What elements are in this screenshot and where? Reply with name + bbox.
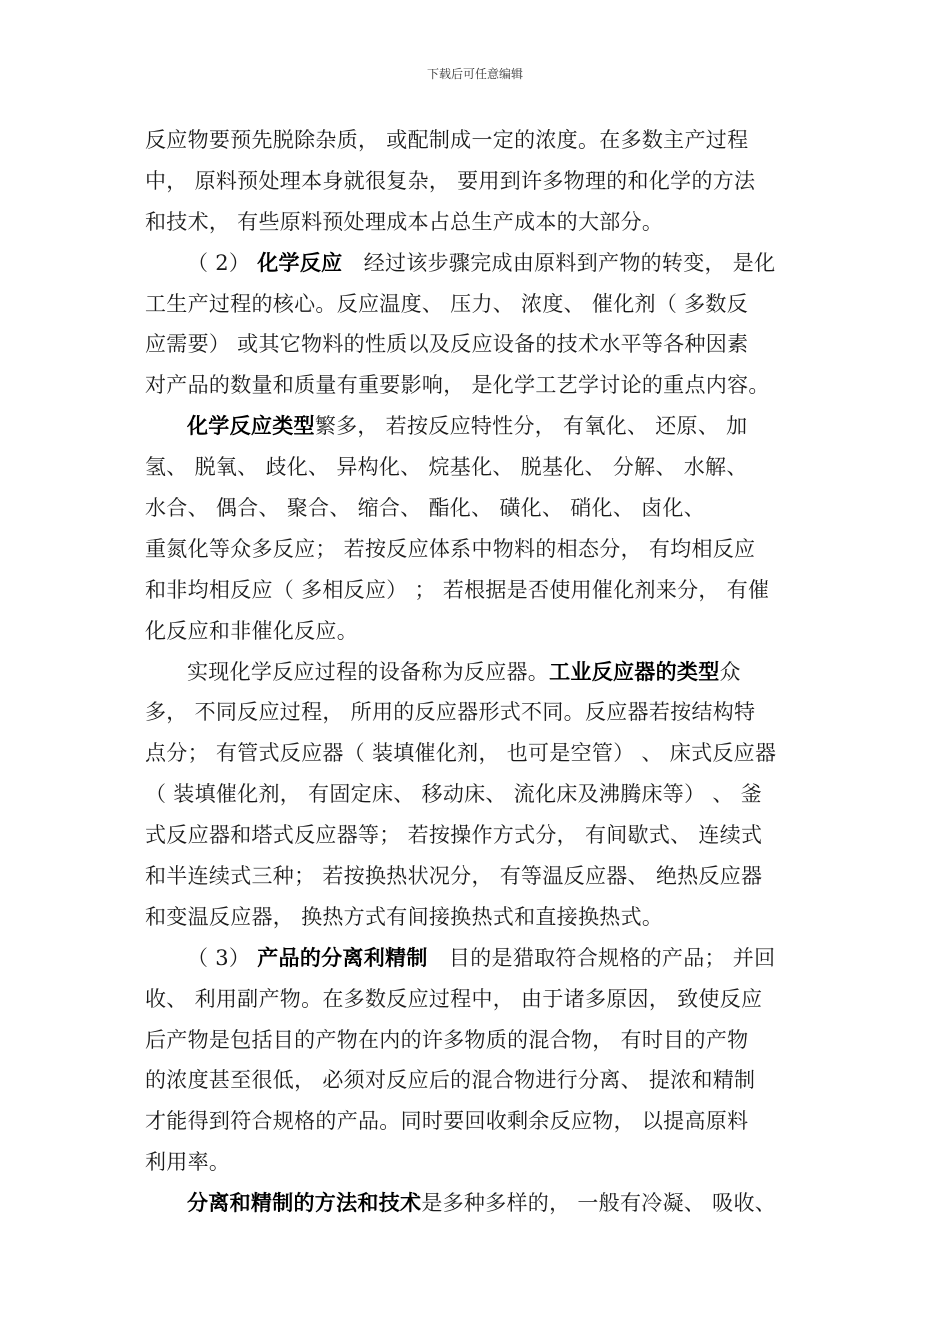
text-segment: 对产品的数量和质量有重要影响， 是化学工艺学讨论的重点内容。 <box>145 373 770 398</box>
text-line <box>145 1183 825 1224</box>
text-segment: 工生产过程的核心。反应温度、 压力、 浓度、 催化剂（ 多数反 <box>145 291 748 316</box>
text-segment: 的浓度甚至很低， 必须对反应后的混合物进行分离、 提浓和精制 <box>145 1068 756 1093</box>
bold-term: 产品的分离利精制 <box>257 944 428 970</box>
page-header: 下载后可任意编辑 <box>426 67 523 81</box>
text-segment: 应需要） 或其它物料的性质以及反应设备的技术水平等各种因素 <box>145 332 749 357</box>
text-line <box>145 897 825 938</box>
text-line <box>145 529 825 570</box>
text-segment: 利用率。 <box>145 1150 231 1175</box>
text-segment: 氢、 脱氧、 歧化、 异构化、 烷基化、 脱基化、 分解、 水解、 <box>145 455 748 480</box>
text-line <box>145 1101 825 1142</box>
text-line <box>145 324 825 365</box>
text-line <box>145 815 825 856</box>
text-segment: 反应物要预先脱除杂质， 或配制成一定的浓度。在多数主产过程 <box>145 128 749 152</box>
text-line <box>145 120 825 161</box>
text-segment: 式反应器和塔式反应器等； 若按操作方式分， 有间歇式、 连续式 <box>145 823 763 848</box>
text-segment: 和技术， 有些原料预处理成本占总生产成本的大部分。 <box>145 209 664 234</box>
text-segment: （ 2） <box>187 250 258 275</box>
text-segment: 中， 原料预处理本身就很复杂， 要用到许多物理的和化学的方法 <box>145 168 756 193</box>
text-segment: 和半连续式三种； 若按换热状况分， 有等温反应器、 绝热反应器 <box>145 864 763 889</box>
text-segment: （ 3） <box>187 945 258 970</box>
text-line <box>145 161 825 202</box>
text-line <box>145 202 825 243</box>
text-line <box>145 406 825 447</box>
text-segment: 多， 不同反应过程， 所用的反应器形式不同。反应器若按结构特 <box>145 700 756 725</box>
text-segment: 才能得到符合规格的产品。同时要回收剩余反应物， 以提高原料 <box>145 1109 749 1134</box>
text-segment: 收、 利用副产物。在多数反应过程中， 由于诸多原因， 致使反应 <box>145 986 763 1011</box>
text-line <box>145 1060 825 1101</box>
text-segment: 点分； 有管式反应器（ 装填催化剂， 也可是空管） 、 床式反应器 <box>145 741 777 766</box>
text-segment: 目的是猎取符合规格的产品； 并回 <box>427 945 776 970</box>
text-line <box>145 652 825 693</box>
text-segment: 实现化学反应过程的设备称为反应器。 <box>187 659 550 684</box>
text-segment: 是多种多样的， 一般有冷凝、 吸收、 <box>421 1191 777 1216</box>
text-line <box>145 774 825 815</box>
text-line <box>145 447 825 488</box>
text-segment: 众 <box>719 659 741 684</box>
text-segment: 化反应和非催化反应。 <box>145 618 358 643</box>
document-body <box>145 120 825 1224</box>
bold-term: 分离和精制的方法和技术 <box>187 1190 422 1216</box>
text-line <box>145 733 825 774</box>
text-line <box>145 365 825 406</box>
bold-term: 化学反应 <box>257 249 343 275</box>
text-segment: （ 装填催化剂， 有固定床、 移动床、 流化床及沸腾床等） 、 釜 <box>145 782 762 807</box>
text-line <box>145 692 825 733</box>
text-segment: 重氮化等众多反应； 若按反应体系中物料的相态分， 有均相反应 <box>145 536 756 561</box>
text-line <box>145 284 825 325</box>
text-line <box>145 488 825 529</box>
text-segment: 和非均相反应（ 多相反应） ； 若根据是否使用催化剂来分， 有催 <box>145 577 770 602</box>
bold-term: 化学反应类型 <box>187 413 315 439</box>
text-line <box>145 856 825 897</box>
text-line <box>145 243 825 284</box>
text-segment: 繁多， 若按反应特性分， 有氧化、 还原、 加 <box>314 414 748 439</box>
text-line <box>145 1020 825 1061</box>
text-line <box>145 570 825 611</box>
text-line <box>145 979 825 1020</box>
bold-term: 工业反应器的类型 <box>549 658 720 684</box>
text-line <box>145 938 825 979</box>
text-line <box>145 611 825 652</box>
text-segment: 水合、 偶合、 聚合、 缩合、 酯化、 磺化、 硝化、 卤化、 <box>145 496 706 521</box>
text-segment: 经过该步骤完成由原料到产物的转变， 是化 <box>342 250 776 275</box>
text-line <box>145 1142 825 1183</box>
text-segment: 和变温反应器， 换热方式有间接换热式和直接换热式。 <box>145 904 664 929</box>
text-segment: 后产物是包括目的产物在内的许多物质的混合物， 有时目的产物 <box>145 1027 749 1052</box>
